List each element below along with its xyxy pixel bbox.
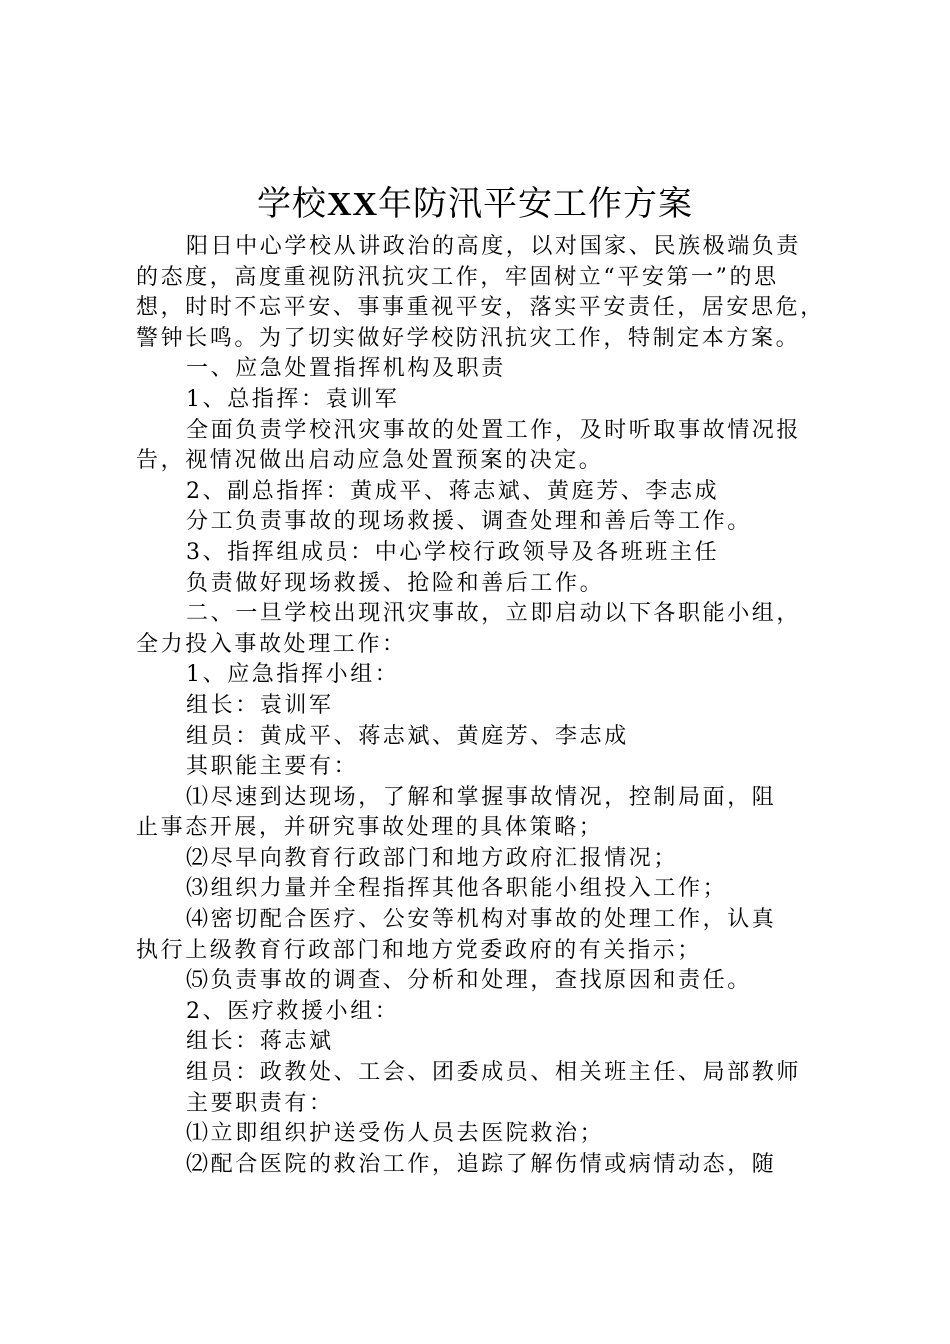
document-title	[0, 182, 950, 227]
text-line: 组长：袁训军	[186, 692, 334, 718]
text-line: 想，时时不忘平安、事事重视平安，落实平安责任，居安思危，	[136, 295, 825, 321]
text-line: 3、指挥组成员：中心学校行政领导及各班班主任	[186, 539, 720, 565]
title-year-placeholder: XX	[326, 186, 379, 223]
text-line: ⑵配合医院的救治工作，追踪了解伤情或病情动态，随	[186, 1151, 777, 1177]
text-line: 2、医疗救援小组：	[186, 998, 400, 1024]
text-line: 分工负责事故的现场救援、调查处理和善后等工作。	[186, 509, 752, 535]
text-line: 全力投入事故处理工作：	[136, 631, 407, 657]
title-suffix: 年防汛平安工作方案	[378, 184, 694, 224]
text-line: ⑵尽早向教育行政部门和地方政府汇报情况；	[186, 845, 679, 871]
text-line: 组员：政教处、工会、团委成员、相关班主任、局部教师	[186, 1060, 802, 1086]
text-line: 警钟长鸣。为了切实做好学校防汛抗灾工作，特制定本方案。	[136, 325, 801, 351]
text-line: 一、应急处置指挥机构及职责	[186, 356, 506, 382]
text-line: 其职能主要有：	[186, 754, 359, 780]
text-line: 执行上级教育行政部门和地方党委政府的有关指示；	[136, 937, 702, 963]
text-line: 1、总指挥：袁训军	[186, 386, 400, 412]
text-line: 主要职责有：	[186, 1090, 334, 1116]
text-line: ⑴立即组织护送受伤人员去医院救治；	[186, 1121, 605, 1147]
text-line: 2、副总指挥：黄成平、蒋志斌、黄庭芳、李志成	[186, 478, 720, 504]
text-line: 全面负责学校汛灾事故的处置工作，及时听取事故情况报	[186, 417, 802, 443]
text-line: 负责做好现场救援、抢险和善后工作。	[186, 570, 605, 596]
text-line: 组长：蒋志斌	[186, 1029, 334, 1055]
text-line: ⑷密切配合医疗、公安等机构对事故的处理工作，认真	[186, 907, 777, 933]
title-prefix: 学校	[256, 184, 327, 224]
document-body	[136, 232, 836, 1180]
text-line: 的态度，高度重视防汛抗灾工作，牢固树立“平安第一”的思	[136, 264, 779, 290]
text-line: ⑶组织力量并全程指挥其他各职能小组投入工作；	[186, 876, 728, 902]
text-line: ⑸负责事故的调查、分析和处理，查找原因和责任。	[186, 968, 752, 994]
text-line: 二、一旦学校出现汛灾事故，立即启动以下各职能小组，	[186, 601, 802, 627]
text-line: 阳日中心学校从讲政治的高度，以对国家、民族极端负责	[186, 234, 802, 259]
text-line: 组员：黄成平、蒋志斌、黄庭芳、李志成	[186, 723, 629, 749]
text-line: 告，视情况做出启动应急处置预案的决定。	[136, 448, 604, 474]
text-line: 止事态开展，并研究事故处理的具体策略；	[136, 815, 604, 841]
text-line: ⑴尽速到达现场，了解和掌握事故情况，控制局面，阻	[186, 784, 777, 810]
text-line: 1、应急指挥小组：	[186, 662, 400, 688]
